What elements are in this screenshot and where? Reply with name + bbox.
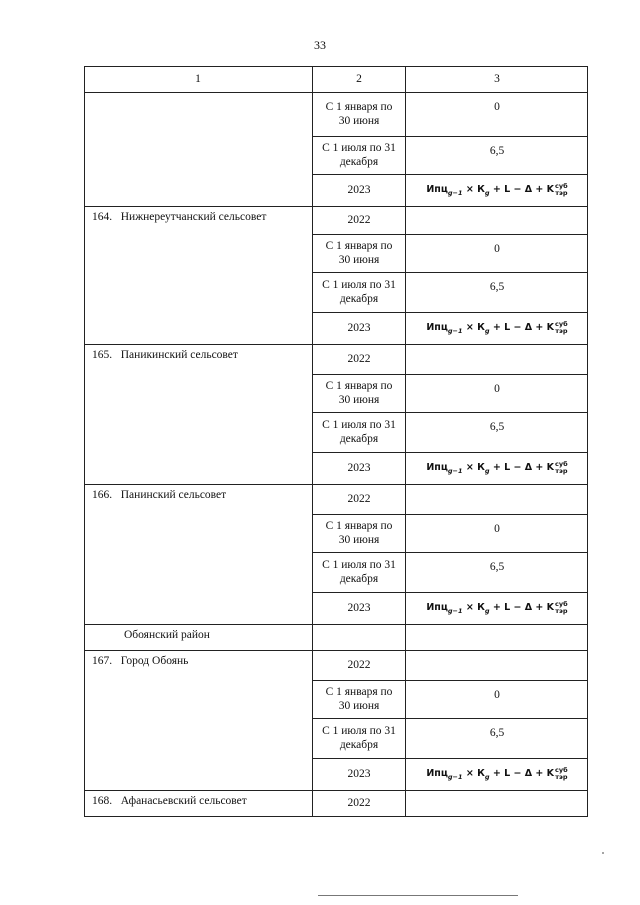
period-label: С 1 января по 30 июня	[325, 100, 393, 127]
value-label: 6,5	[489, 281, 505, 293]
value-label: 0	[494, 523, 500, 535]
municipality-name: 167. Город Обоянь	[92, 655, 189, 667]
period-label: С 1 июля по 31 декабря	[322, 418, 396, 445]
table-frame	[84, 66, 588, 817]
period-label: С 1 июля по 31 декабря	[322, 278, 396, 305]
tariff-formula: $Ипц_{g-1} \times К_g + L - \Delta + K$ суб тэр	[426, 766, 568, 782]
header-cell-3: 3	[405, 66, 588, 93]
value-label: 6,5	[489, 421, 505, 433]
tariff-formula: $Ипц_{g-1} \times К_g + L - \Delta + K$ суб тэр	[426, 320, 568, 336]
municipality-name: 165. Паникинский сельсовет	[92, 349, 238, 361]
value-label: 6,5	[489, 561, 505, 573]
period-label: 2023	[347, 183, 371, 196]
period-label: 2022	[347, 796, 371, 809]
period-label: 2022	[347, 658, 371, 671]
period-label: 2022	[347, 213, 371, 226]
scan-speck	[602, 852, 604, 854]
period-label: С 1 января по 30 июня	[325, 239, 393, 266]
page-number: 33	[314, 38, 326, 52]
header-cell-1: 1	[84, 66, 312, 93]
period-label: 2022	[347, 492, 371, 505]
header-cell-2: 2	[312, 66, 405, 93]
municipality-name: 164. Нижнереутчанский сельсовет	[92, 211, 267, 223]
period-label: 2022	[347, 352, 371, 365]
bottom-rule	[318, 895, 518, 896]
period-label: С 1 января по 30 июня	[325, 685, 393, 712]
tariff-formula: $Ипц_{g-1} \times К_g + L - \Delta + K$ суб тэр	[426, 600, 568, 616]
period-label: С 1 июля по 31 декабря	[322, 558, 396, 585]
tariff-formula: $Ипц_{g-1} \times К_g + L - \Delta + K$ суб тэр	[426, 460, 568, 476]
value-label: 6,5	[489, 145, 505, 157]
municipality-name: Обоянский район	[124, 629, 210, 641]
period-label: С 1 января по 30 июня	[325, 379, 393, 406]
period-label: С 1 июля по 31 декабря	[322, 141, 396, 168]
period-label: С 1 июля по 31 декабря	[322, 724, 396, 751]
tariff-formula: $Ипц_{g-1} \times К_g + L - \Delta + K$ суб тэр	[426, 182, 568, 198]
municipality-name: 168. Афанасьевский сельсовет	[92, 795, 247, 807]
value-label: 6,5	[489, 727, 505, 739]
value-label: 0	[494, 383, 500, 395]
period-label: 2023	[347, 767, 371, 780]
period-label: 2023	[347, 321, 371, 334]
period-label: 2023	[347, 601, 371, 614]
municipality-name: 166. Панинский сельсовет	[92, 489, 227, 501]
value-label: 0	[494, 243, 500, 255]
period-label: С 1 января по 30 июня	[325, 519, 393, 546]
value-label: 0	[494, 689, 500, 701]
value-label: 0	[494, 101, 500, 113]
period-label: 2023	[347, 461, 371, 474]
